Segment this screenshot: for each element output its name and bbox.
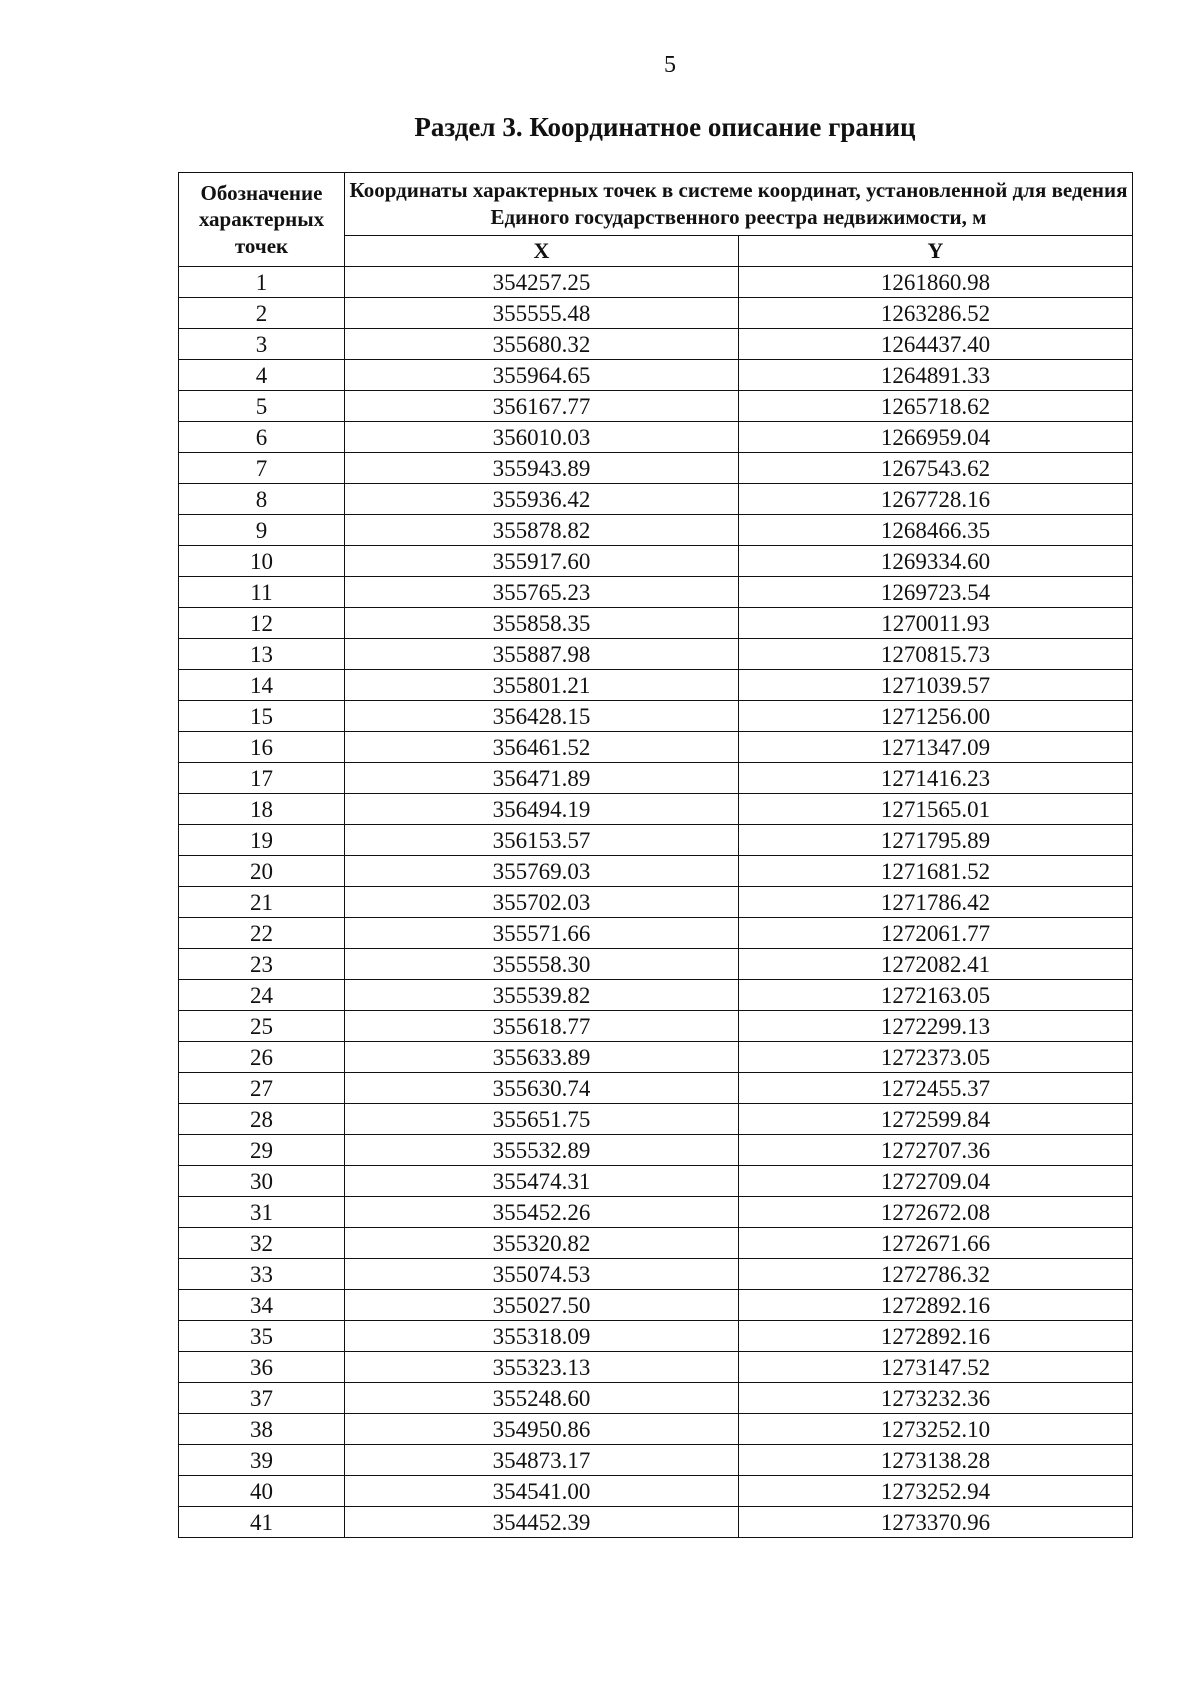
x-coordinate-cell: 355571.66 [345,918,739,949]
x-coordinate-cell: 354873.17 [345,1445,739,1476]
x-coordinate-cell: 355769.03 [345,856,739,887]
x-coordinate-cell: 355474.31 [345,1166,739,1197]
y-coordinate-cell: 1272709.04 [739,1166,1133,1197]
point-number-cell: 12 [179,608,345,639]
point-number-cell: 29 [179,1135,345,1166]
y-coordinate-cell: 1263286.52 [739,298,1133,329]
point-number-cell: 30 [179,1166,345,1197]
point-number-cell: 25 [179,1011,345,1042]
point-number-cell: 9 [179,515,345,546]
section-title: Раздел 3. Координатное описание границ [414,112,916,142]
x-coordinate-cell: 354452.39 [345,1507,739,1538]
table-row [179,1197,1133,1228]
x-coordinate-cell: 356471.89 [345,763,739,794]
point-number-cell: 28 [179,1104,345,1135]
table-row [179,918,1133,949]
point-number-cell: 35 [179,1321,345,1352]
y-coordinate-cell: 1271565.01 [739,794,1133,825]
x-coordinate-cell: 354541.00 [345,1476,739,1507]
table-row [179,1073,1133,1104]
x-coordinate-cell: 355917.60 [345,546,739,577]
y-coordinate-cell: 1271795.89 [739,825,1133,856]
point-number-cell: 8 [179,484,345,515]
table-row [179,1290,1133,1321]
y-coordinate-cell: 1267543.62 [739,453,1133,484]
x-coordinate-cell: 355618.77 [345,1011,739,1042]
x-coordinate-cell: 356428.15 [345,701,739,732]
y-coordinate-cell: 1272163.05 [739,980,1133,1011]
y-coordinate-cell: 1270011.93 [739,608,1133,639]
table-row [179,856,1133,887]
table-row [179,701,1133,732]
table-row [179,1476,1133,1507]
table-row [179,484,1133,515]
table-row [179,1104,1133,1135]
x-coordinate-cell: 355555.48 [345,298,739,329]
point-number-cell: 10 [179,546,345,577]
y-coordinate-cell: 1271416.23 [739,763,1133,794]
x-coordinate-cell: 354950.86 [345,1414,739,1445]
y-coordinate-cell: 1268466.35 [739,515,1133,546]
point-number-cell: 32 [179,1228,345,1259]
table-row [179,1166,1133,1197]
table-row [179,1507,1133,1538]
table-row [179,267,1133,298]
y-coordinate-cell: 1272672.08 [739,1197,1133,1228]
x-coordinate-cell: 355452.26 [345,1197,739,1228]
table-row [179,763,1133,794]
y-coordinate-cell: 1272671.66 [739,1228,1133,1259]
table-row [179,1383,1133,1414]
x-coordinate-cell: 355878.82 [345,515,739,546]
table-row [179,639,1133,670]
point-number-cell: 11 [179,577,345,608]
point-number-cell: 16 [179,732,345,763]
table-row [179,732,1133,763]
table-row [179,825,1133,856]
x-coordinate-cell: 355702.03 [345,887,739,918]
y-coordinate-cell: 1272707.36 [739,1135,1133,1166]
y-coordinate-cell: 1270815.73 [739,639,1133,670]
y-coordinate-cell: 1273147.52 [739,1352,1133,1383]
point-number-cell: 23 [179,949,345,980]
table-row [179,329,1133,360]
x-coordinate-cell: 355539.82 [345,980,739,1011]
point-number-cell: 19 [179,825,345,856]
table-header [179,173,1133,267]
table-row [179,670,1133,701]
point-number-cell: 24 [179,980,345,1011]
y-coordinate-cell: 1269723.54 [739,577,1133,608]
x-coordinate-cell: 355765.23 [345,577,739,608]
point-number-cell: 26 [179,1042,345,1073]
table-row [179,1011,1133,1042]
table-row [179,794,1133,825]
y-coordinate-cell: 1272892.16 [739,1321,1133,1352]
point-number-cell: 38 [179,1414,345,1445]
point-number-cell: 14 [179,670,345,701]
y-coordinate-cell: 1272082.41 [739,949,1133,980]
y-column-header: Y [739,236,1133,267]
y-coordinate-cell: 1272455.37 [739,1073,1133,1104]
x-coordinate-cell: 356494.19 [345,794,739,825]
table-row [179,391,1133,422]
point-number-cell: 20 [179,856,345,887]
y-coordinate-cell: 1273138.28 [739,1445,1133,1476]
point-number-cell: 22 [179,918,345,949]
x-coordinate-cell: 356167.77 [345,391,739,422]
y-coordinate-cell: 1272061.77 [739,918,1133,949]
point-number-cell: 39 [179,1445,345,1476]
table-row [179,422,1133,453]
point-number-cell: 7 [179,453,345,484]
point-number-cell: 1 [179,267,345,298]
y-coordinate-cell: 1264437.40 [739,329,1133,360]
table-row [179,887,1133,918]
table-row [179,1321,1133,1352]
y-coordinate-cell: 1271256.00 [739,701,1133,732]
y-coordinate-cell: 1265718.62 [739,391,1133,422]
point-number-cell: 2 [179,298,345,329]
point-number-cell: 6 [179,422,345,453]
y-coordinate-cell: 1273252.94 [739,1476,1133,1507]
x-coordinate-cell: 355964.65 [345,360,739,391]
y-coordinate-cell: 1272299.13 [739,1011,1133,1042]
y-coordinate-cell: 1271786.42 [739,887,1133,918]
y-coordinate-cell: 1261860.98 [739,267,1133,298]
point-number-cell: 34 [179,1290,345,1321]
table-row [179,1352,1133,1383]
x-coordinate-cell: 355630.74 [345,1073,739,1104]
x-coordinate-cell: 355633.89 [345,1042,739,1073]
x-coordinate-cell: 356153.57 [345,825,739,856]
point-number-cell: 5 [179,391,345,422]
x-coordinate-cell: 355027.50 [345,1290,739,1321]
x-coordinate-cell: 355320.82 [345,1228,739,1259]
table-row [179,1135,1133,1166]
y-coordinate-cell: 1271039.57 [739,670,1133,701]
y-coordinate-cell: 1272599.84 [739,1104,1133,1135]
point-number-cell: 21 [179,887,345,918]
table-body [179,267,1133,1538]
table-row [179,1414,1133,1445]
y-coordinate-cell: 1272892.16 [739,1290,1133,1321]
table-row [179,546,1133,577]
point-number-cell: 37 [179,1383,345,1414]
x-coordinate-cell: 355680.32 [345,329,739,360]
point-number-cell: 15 [179,701,345,732]
coordinates-table [178,172,1133,1538]
table-row [179,577,1133,608]
y-coordinate-cell: 1272786.32 [739,1259,1133,1290]
y-coordinate-cell: 1264891.33 [739,360,1133,391]
x-coordinate-cell: 355887.98 [345,639,739,670]
x-coordinate-cell: 355651.75 [345,1104,739,1135]
x-coordinate-cell: 355858.35 [345,608,739,639]
y-coordinate-cell: 1273252.10 [739,1414,1133,1445]
x-coordinate-cell: 355318.09 [345,1321,739,1352]
x-coordinate-cell: 355323.13 [345,1352,739,1383]
y-coordinate-cell: 1272373.05 [739,1042,1133,1073]
point-column-header: Обозначение характерных точек [179,173,345,267]
coordinates-column-header: Координаты характерных точек в системе координат, установленной для ведения Единого государственного реестра недвижимости, м [345,173,1133,236]
x-column-header: X [345,236,739,267]
point-number-cell: 3 [179,329,345,360]
page-number: 5 [664,52,676,78]
point-number-cell: 31 [179,1197,345,1228]
table-row [179,1259,1133,1290]
x-coordinate-cell: 355558.30 [345,949,739,980]
table-row [179,980,1133,1011]
point-number-cell: 4 [179,360,345,391]
table-row [179,515,1133,546]
table-row [179,608,1133,639]
y-coordinate-cell: 1273232.36 [739,1383,1133,1414]
table-row [179,1228,1133,1259]
point-number-cell: 41 [179,1507,345,1538]
y-coordinate-cell: 1269334.60 [739,546,1133,577]
point-number-cell: 40 [179,1476,345,1507]
y-coordinate-cell: 1267728.16 [739,484,1133,515]
y-coordinate-cell: 1266959.04 [739,422,1133,453]
point-number-cell: 13 [179,639,345,670]
y-coordinate-cell: 1271347.09 [739,732,1133,763]
x-coordinate-cell: 355936.42 [345,484,739,515]
table-row [179,298,1133,329]
x-coordinate-cell: 354257.25 [345,267,739,298]
x-coordinate-cell: 355801.21 [345,670,739,701]
x-coordinate-cell: 355074.53 [345,1259,739,1290]
point-number-cell: 18 [179,794,345,825]
x-coordinate-cell: 356461.52 [345,732,739,763]
point-number-cell: 36 [179,1352,345,1383]
point-number-cell: 17 [179,763,345,794]
x-coordinate-cell: 355248.60 [345,1383,739,1414]
table-row [179,453,1133,484]
table-row [179,949,1133,980]
point-number-cell: 33 [179,1259,345,1290]
point-number-cell: 27 [179,1073,345,1104]
y-coordinate-cell: 1273370.96 [739,1507,1133,1538]
x-coordinate-cell: 356010.03 [345,422,739,453]
y-coordinate-cell: 1271681.52 [739,856,1133,887]
table-row [179,1445,1133,1476]
table-row [179,1042,1133,1073]
x-coordinate-cell: 355532.89 [345,1135,739,1166]
table-row [179,360,1133,391]
x-coordinate-cell: 355943.89 [345,453,739,484]
